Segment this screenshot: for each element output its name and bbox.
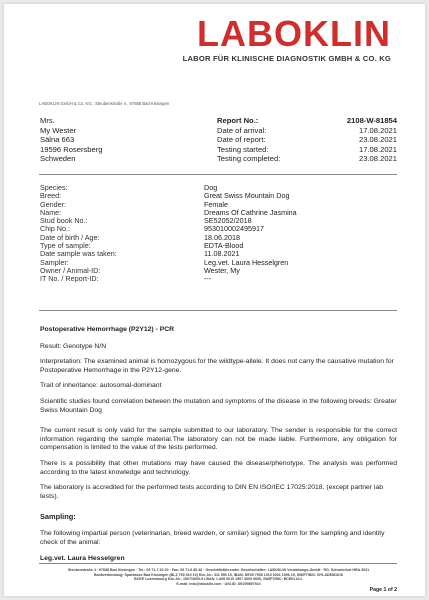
info-label: IT No. / Report-ID: [40, 274, 99, 284]
info-label: Date sample was taken: [40, 249, 117, 259]
info-value: Leg.vet. Laura Hesselgren [204, 257, 289, 267]
info-value: Dog [204, 183, 218, 192]
divider [39, 563, 397, 564]
info-label: Chip No.: [40, 224, 70, 234]
report-number-row [217, 116, 397, 126]
info-value: Wester, My [204, 265, 240, 275]
logo-subtitle: LABOR FÜR KLINISCHE DIAGNOSTIK GMBH & CO. KG [182, 54, 391, 63]
info-label: Type of sample: [40, 241, 91, 251]
report-row-value: 17.08.2021 [358, 125, 397, 135]
possibility-note: There is a possibility that other mutations may have caused the disease/phenotype. The analysis was performed according to the latest knowledge and technology. [40, 459, 397, 476]
studies: Scientific studies found correlation between the mutation and symptoms of the disease in the following breeds: Greater Swiss Mountain Dog [40, 397, 397, 414]
info-value: SE52052/2018 [204, 216, 252, 226]
report-page [4, 4, 425, 596]
info-label: Stud book No.: [40, 216, 88, 226]
info-row [40, 275, 297, 283]
footer-line: Bankverbindung: Sparkasse Bad Kissingen (BLZ 793 510 10) Kto.-Nr.: 311 596 19, IBAN: DE09 7935 1010 0031 1596 19, SWIFT/BIC: BYLADEM1KIS [93, 572, 344, 577]
info-label: Species: [40, 183, 68, 192]
info-label: Name: [40, 207, 62, 217]
recipient-line: Schweden [40, 154, 76, 163]
recipient-line: Mrs. [40, 116, 55, 125]
footer-line: BCEE Luxembourg Kto.-Nr.: 1507/3600-5 LBAN: LU95 0019 1507 3600 5000, SWIFT/BIC: BCEELULL [134, 577, 303, 582]
report-row-label: Testing completed: [217, 154, 281, 163]
info-value: Female [204, 199, 228, 209]
report-row [217, 145, 397, 155]
result-line: Result: Genotype N/N [40, 342, 107, 350]
info-value: Great Swiss Mountain Dog [204, 191, 290, 201]
report-row [217, 126, 397, 136]
recipient-address [40, 116, 102, 164]
report-row [217, 135, 397, 145]
info-value: --- [204, 274, 212, 284]
info-label: Date of birth / Age: [40, 232, 100, 242]
divider [39, 310, 397, 311]
report-row [217, 154, 397, 164]
report-row-label: Date of arrival: [217, 125, 267, 135]
laboklin-logo [182, 13, 391, 63]
info-label: Gender: [40, 199, 66, 209]
info-value: 11.08.2021 [204, 249, 240, 259]
info-label: Owner / Animal-ID: [40, 265, 101, 275]
page-number: Page 1 of 2 [369, 587, 397, 593]
report-number: 2108-W-81854 [346, 116, 397, 125]
sender-line: LABOKLIN GmbH & Co. KG., Steubenstraße 4 , 97688 Bad Kissingen [39, 101, 170, 106]
info-value: EDTA-Blood [204, 241, 244, 251]
recipient-line: Sälna 663 [40, 135, 75, 144]
accreditation-note: The laboratory is accredited for the performed tests according to DIN EN ISO/IEC 17025:2018. (except partner lab tests). [40, 484, 384, 500]
info-value: 18.06.2018 [204, 232, 240, 242]
footer-line: E-mail: info@laboklin.com · USt.ID: DE209897924 [176, 581, 261, 586]
info-value: Dreams Of Cathrine Jasmina [204, 207, 297, 217]
footer-line: Steubenstraße 4 · 97688 Bad Kissingen · Tel.: 09 71-7 20 20 · Fax: 09 71-6 85 46 · Geschäftsführender Gesellschafter: LABOKLIN Verwaltungs-GmbH · RG. Schweinfurt HRA 3631 [67, 568, 370, 572]
report-row-label: Testing started: [217, 144, 269, 154]
divider [39, 174, 397, 175]
report-row-value: 23.08.2021 [358, 135, 397, 144]
info-label: Breed: [40, 191, 62, 201]
report-row-label: Date of report: [217, 135, 266, 144]
report-row-value: 23.08.2021 [358, 154, 397, 163]
logo-text: LABOKLIN [197, 13, 391, 54]
sampling-text: The following impartial person (veterinarian, breed warden, or similar) signed the form for the sampling and identity check of the animal: [40, 529, 385, 546]
report-number-label: Report No.: [217, 116, 259, 125]
sampling-heading: Sampling: [40, 512, 76, 522]
interpretation: Interpretation: The examined animal is homozygous for the wildtype-allele. It does not carry the causative mutation for Postoperative Hemorrhage in the P2Y12-gene. [40, 358, 394, 374]
test-title: Postoperative Hemorrhage (P2Y12) - PCR [40, 326, 175, 333]
info-label: Sampler: [40, 257, 69, 267]
report-body [40, 326, 397, 564]
report-row-value: 17.08.2021 [358, 144, 397, 154]
recipient-line: 19596 Rosersberg [40, 144, 103, 154]
validity-note: The current result is only valid for the sample submitted to our laboratory. The sender is responsible for the correct information regarding the sample material.The laboratory can not be made liable. Furthermore, any obligation for compensation is limited to the value of the tests performed. [40, 427, 397, 452]
footer [40, 568, 397, 586]
report-details [217, 116, 397, 164]
sampler-signature: Leg.vet. Laura Hesselgren [40, 555, 125, 563]
inheritance: Trait of inheritance: autosomal-dominant [40, 382, 162, 390]
animal-info [40, 184, 297, 284]
recipient-line: My Wester [40, 125, 77, 135]
info-value: 953010002495917 [204, 224, 264, 234]
info-row [40, 192, 297, 200]
